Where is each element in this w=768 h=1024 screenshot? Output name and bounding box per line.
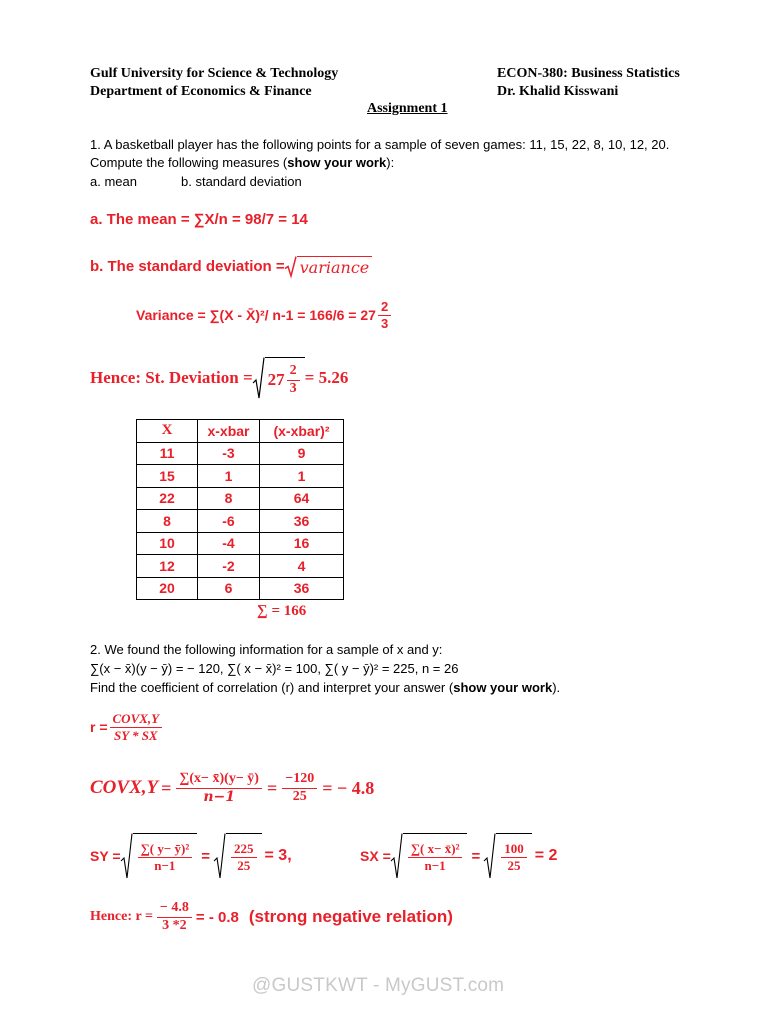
department-name: Department of Economics & Finance xyxy=(90,84,312,99)
answer-standard-deviation: b. The standard deviation = variance xyxy=(90,256,372,277)
variance-formula: Variance = ∑(X - X̄)²/ n-1 = 166/6 = 27 $\frac{2}{3}$ xyxy=(136,300,393,330)
table-cell: -4 xyxy=(198,532,260,555)
table-cell: -2 xyxy=(198,555,260,578)
watermark: @GUSTKWT - MyGUST.com xyxy=(252,975,505,996)
table-header: x-xbar xyxy=(198,420,260,443)
table-header-row xyxy=(137,420,344,443)
sqrt-symbol: $\frac{225}{25}$ xyxy=(214,833,262,879)
table-sum: ∑ = 166 xyxy=(257,603,307,619)
table-row xyxy=(137,577,344,600)
assignment-title: Assignment 1 xyxy=(367,101,448,116)
q2-prompt-line3: Find the coefficient of correlation (r) and interpret your answer (show your work). xyxy=(90,680,561,695)
deviation-table xyxy=(136,419,344,600)
table-row xyxy=(137,442,344,465)
table-cell: 36 xyxy=(260,577,344,600)
table-cell: 6 xyxy=(198,577,260,600)
q1-prompt-line2: Compute the following measures (show your work): xyxy=(90,155,395,170)
table-cell: 22 xyxy=(137,487,198,510)
table-row xyxy=(137,510,344,533)
table-row xyxy=(137,487,344,510)
table-cell: 8 xyxy=(198,487,260,510)
table-row xyxy=(137,465,344,488)
table-cell: 4 xyxy=(260,555,344,578)
table-cell: 16 xyxy=(260,532,344,555)
table-row xyxy=(137,532,344,555)
hence-st-deviation: Hence: St. Deviation = 27 $\frac{2}{3}$ = 5.26 xyxy=(90,357,348,399)
course-title: ECON-380: Business Statistics xyxy=(497,66,680,81)
sy-calculation: SY = $\frac{\text{∑( y− ȳ)²}}{n-1}$ = $\frac{225}{25}$ = 3, xyxy=(90,833,292,879)
sqrt-symbol: $\frac{100}{25}$ xyxy=(484,833,532,879)
table-cell: 20 xyxy=(137,577,198,600)
table-cell: -6 xyxy=(198,510,260,533)
covariance-calculation: COVX,Y = $\frac{\sum(x- x̄)(y- ȳ)}{n-1}$ = $\frac{-120}{25}$ = − 4.8 xyxy=(90,771,375,805)
table-cell: 11 xyxy=(137,442,198,465)
table-cell: 8 xyxy=(137,510,198,533)
table-cell: 36 xyxy=(260,510,344,533)
correlation-result: Hence: r = $\frac{- 4.8}{3 *2}$ = - 0.8 (strong negative relation) xyxy=(90,900,453,933)
table-cell: -3 xyxy=(198,442,260,465)
table-cell: 12 xyxy=(137,555,198,578)
table-row xyxy=(137,555,344,578)
table-header: (x-xbar)² xyxy=(260,420,344,443)
table-cell: 15 xyxy=(137,465,198,488)
table-cell: 10 xyxy=(137,532,198,555)
q2-given-values: ∑(x − x̄)(y − ȳ) = − 120, ∑( x − x̄)² = 100, ∑( y − ȳ)² = 225, n = 26 xyxy=(90,661,459,676)
table-cell: 9 xyxy=(260,442,344,465)
sx-calculation: SX = $\frac{\text{∑( x− x̄)²}}{n-1}$ = $\frac{100}{25}$ = 2 xyxy=(360,833,557,879)
sqrt-symbol: $\frac{\text{∑( y− ȳ)²}}{n-1}$ xyxy=(121,833,198,879)
answer-mean: a. The mean = ∑X/n = 98/7 = 14 xyxy=(90,211,308,228)
sqrt-symbol: $\frac{\text{∑( x− x̄)²}}{n-1}$ xyxy=(391,833,468,879)
university-name: Gulf University for Science & Technology xyxy=(90,66,339,81)
sqrt-symbol: variance xyxy=(285,256,373,277)
table-header: X xyxy=(137,420,198,443)
q1-part-b: b. standard deviation xyxy=(181,174,302,189)
sqrt-symbol: 27 $\frac{2}{3}$ xyxy=(253,357,305,399)
q1-prompt-line1: 1. A basketball player has the following points for a sample of seven games: 11, 15, 22, 8, 10, 12, 20. xyxy=(90,137,670,152)
instructor-name: Dr. Khalid Kisswani xyxy=(497,84,619,99)
q1-part-a: a. mean xyxy=(90,174,137,189)
table-cell: 64 xyxy=(260,487,344,510)
table-cell: 1 xyxy=(260,465,344,488)
table-cell: 1 xyxy=(198,465,260,488)
q2-prompt-line1: 2. We found the following information for a sample of x and y: xyxy=(90,642,443,657)
r-formula: r = $\frac{\text{COVX,Y}}{SY * SX}$ xyxy=(90,712,164,742)
